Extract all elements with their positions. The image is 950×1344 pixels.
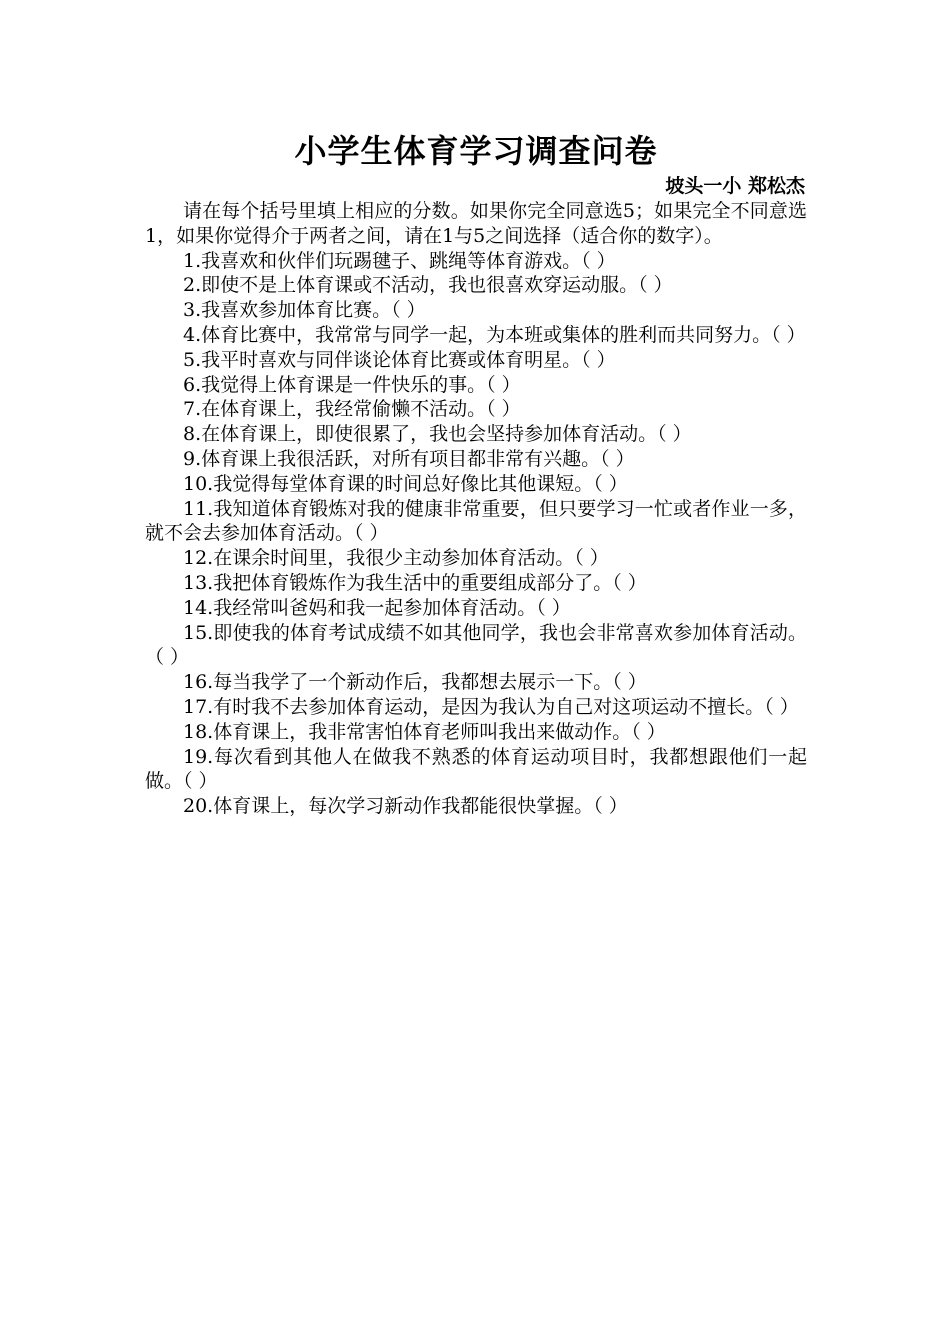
question-item: 20.体育课上，每次学习新动作我都能很快掌握。（ ） xyxy=(183,795,628,818)
question-item: 13.我把体育锻炼作为我生活中的重要组成部分了。（ ） xyxy=(183,571,647,594)
question-list xyxy=(145,249,807,819)
question-item: 16.每当我学了一个新动作后，我都想去展示一下。（ ） xyxy=(183,671,647,694)
question-item: 2.即使不是上体育课或不活动，我也很喜欢穿运动服。（ ） xyxy=(183,274,673,297)
question-item: 17.有时我不去参加体育运动，是因为我认为自己对这项运动不擅长。（ ） xyxy=(183,695,799,718)
question-item: 8.在体育课上，即使很累了，我也会坚持参加体育活动。（ ） xyxy=(183,423,692,446)
question-item: 6.我觉得上体育课是一件快乐的事。（ ） xyxy=(183,373,521,396)
question-item: 7.在体育课上，我经常偷懒不活动。（ ） xyxy=(183,398,521,421)
document-title: 小学生体育学习调查问卷 xyxy=(294,132,658,170)
question-item: 11.我知道体育锻炼对我的健康非常重要，但只要学习一忙或者作业一多，就不会去参加体育活动。（ ） xyxy=(145,497,807,545)
question-item: 10.我觉得每堂体育课的时间总好像比其他课短。（ ） xyxy=(183,472,628,495)
question-item: 1.我喜欢和伙伴们玩踢毽子、跳绳等体育游戏。（ ） xyxy=(183,249,616,272)
question-item: 19.每次看到其他人在做我不熟悉的体育运动项目时，我都想跟他们一起做。（ ） xyxy=(145,745,807,793)
document-page xyxy=(145,128,807,819)
question-item: 15.即使我的体育考试成绩不如其他同学，我也会非常喜欢参加体育活动。（ ） xyxy=(145,621,807,669)
question-item: 3.我喜欢参加体育比赛。（ ） xyxy=(183,299,426,322)
question-item: 5.我平时喜欢与同伴谈论体育比赛或体育明星。（ ） xyxy=(183,348,616,371)
question-item: 12.在课余时间里，我很少主动参加体育活动。（ ） xyxy=(183,547,609,570)
question-item: 4.体育比赛中，我常常与同学一起，为本班或集体的胜利而共同努力。（ ） xyxy=(183,323,806,346)
question-item: 18.体育课上，我非常害怕体育老师叫我出来做动作。（ ） xyxy=(183,720,666,743)
instructions-paragraph: 请在每个括号里填上相应的分数。如果你完全同意选5；如果完全不同意选1，如果你觉得介于两者之间，请在1与5之间选择（适合你的数字）。 xyxy=(145,200,807,247)
question-item: 9.体育课上我很活跃，对所有项目都非常有兴趣。（ ） xyxy=(183,447,635,470)
author-line: 坡头一小 郑松杰 xyxy=(665,175,805,197)
question-item: 14.我经常叫爸妈和我一起参加体育活动。（ ） xyxy=(183,596,571,619)
